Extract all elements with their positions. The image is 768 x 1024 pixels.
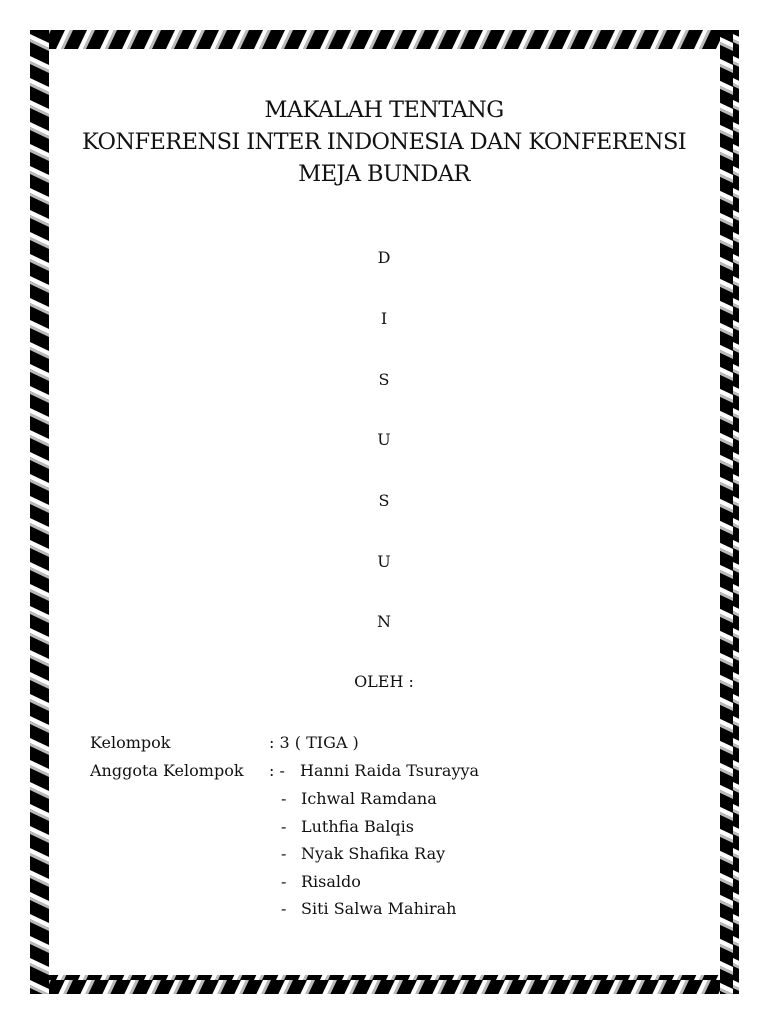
disusun-letter: U — [377, 430, 391, 449]
member-name: Ichwal Ramdana — [301, 789, 437, 808]
member-dash: - — [281, 844, 287, 864]
member-name: Siti Salwa Mahirah — [301, 899, 457, 919]
disusun-letter: S — [378, 370, 390, 389]
disusun-letter: S — [378, 491, 390, 510]
member-name: Risaldo — [301, 871, 361, 891]
list-item — [281, 816, 456, 844]
members-label: Anggota Kelompok — [90, 761, 244, 780]
oleh-label: OLEH : — [354, 672, 414, 691]
list-item — [281, 898, 456, 926]
disusun-letter: I — [380, 309, 388, 328]
list-item — [281, 871, 456, 899]
group-label: Kelompok — [90, 733, 171, 752]
title-line-2: KONFERENSI INTER INDONESIA DAN KONFERENSI — [81, 129, 687, 155]
disusun-letter: N — [377, 612, 391, 631]
group-value: : 3 ( TIGA ) — [269, 733, 359, 752]
member-dash: - — [281, 816, 287, 836]
member-list — [281, 788, 456, 926]
member-name: Luthfia Balqis — [301, 816, 414, 836]
member-name: Hanni Raida Tsurayya — [300, 761, 480, 780]
title-line-1: MAKALAH TENTANG — [264, 97, 504, 123]
list-item — [281, 788, 456, 816]
list-item — [281, 843, 456, 871]
document-title — [60, 94, 708, 190]
disusun-letter: D — [377, 248, 391, 267]
title-line-3: MEJA BUNDAR — [298, 161, 470, 187]
member-dash: - — [281, 789, 287, 808]
disusun-letter: U — [377, 552, 391, 571]
member-dash: - — [281, 871, 287, 891]
member-dash: - — [281, 899, 287, 919]
member-name: Nyak Shafika Ray — [301, 844, 446, 864]
members-separator: : - — [269, 761, 285, 780]
